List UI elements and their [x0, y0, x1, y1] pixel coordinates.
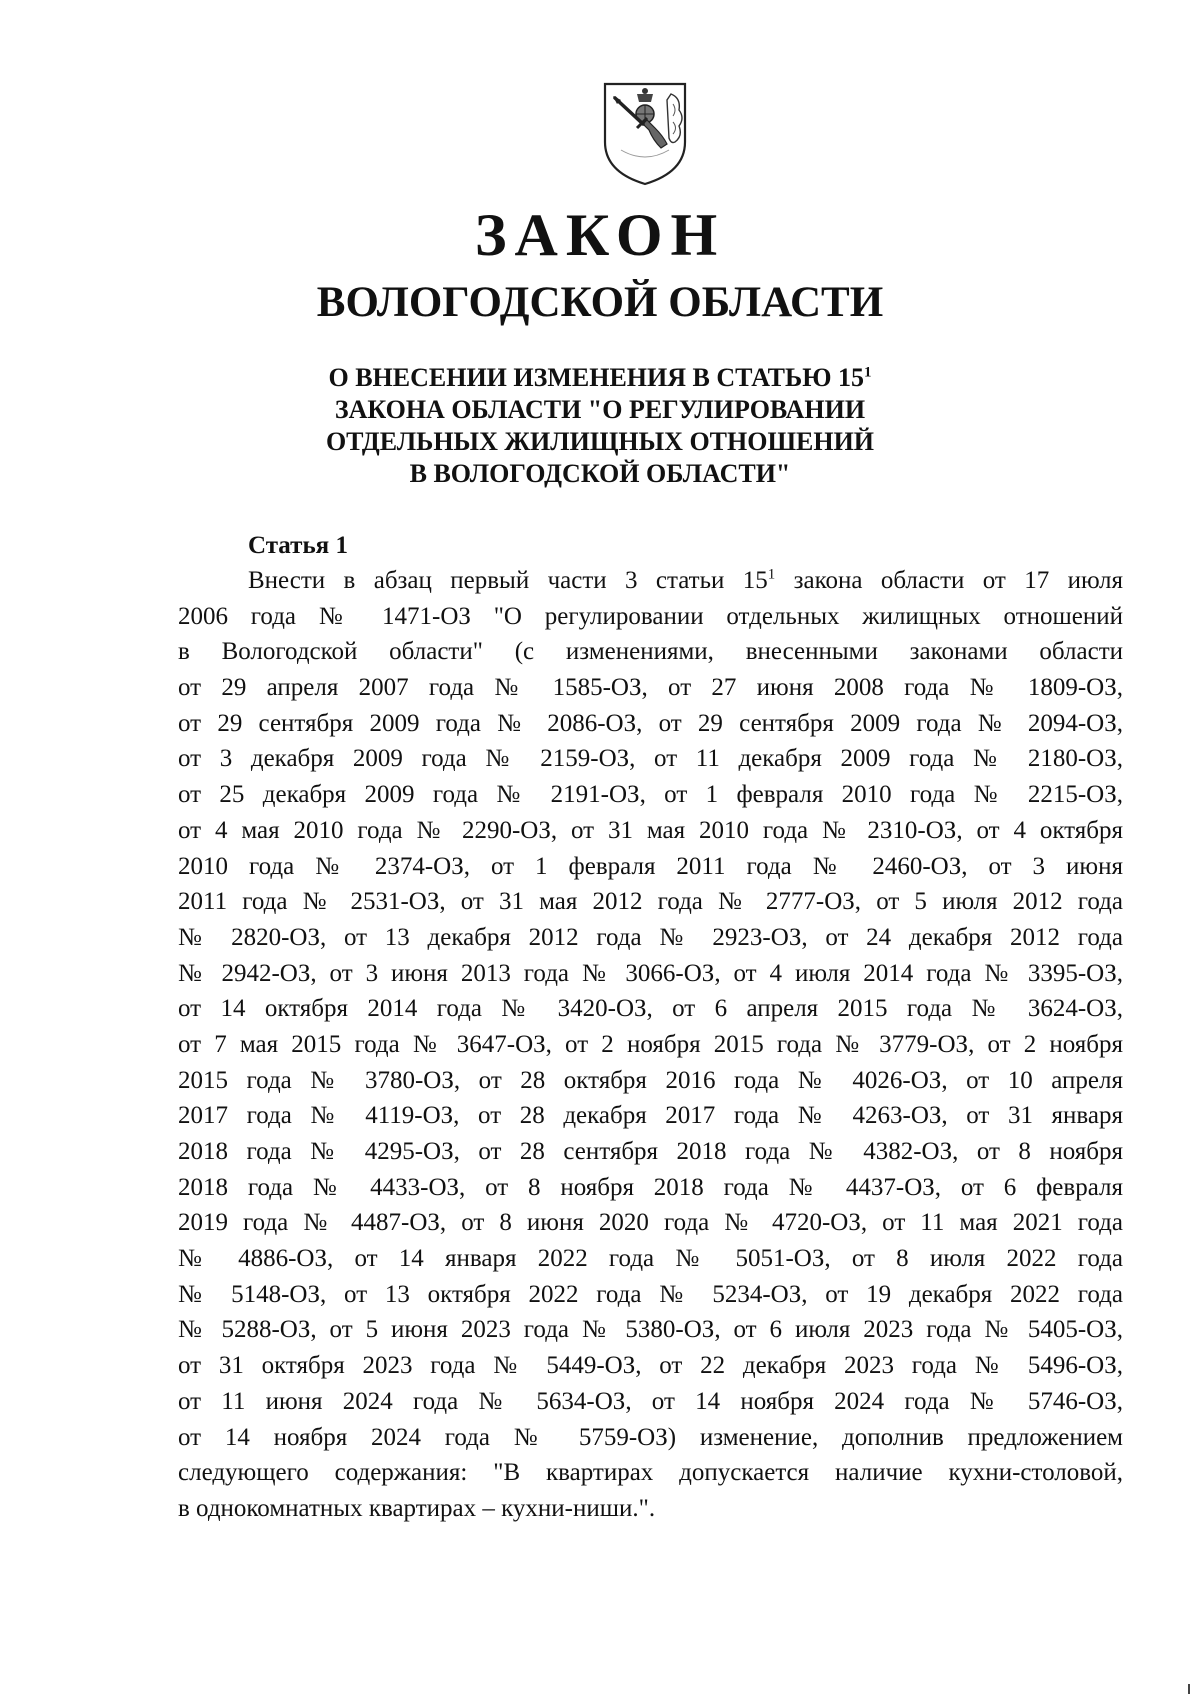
- article-line: 2011 года № 2531-ОЗ, от 31 мая 2012 года № 2777-ОЗ, от 5 июля 2012 года: [178, 888, 1123, 916]
- article-line: от 11 июня 2024 года № 5634-ОЗ, от 14 ноября 2024 года № 5746-ОЗ,: [178, 1387, 1123, 1415]
- article-first-line: Внести в абзац первый части 3 статьи $15^1$ закона области от 17 июля: [248, 566, 1123, 594]
- coat-of-arms-icon: [601, 80, 689, 188]
- article-line: 2010 года № 2374-ОЗ, от 1 февраля 2011 года № 2460-ОЗ, от 3 июня: [178, 852, 1123, 880]
- article-body: [178, 563, 1123, 1527]
- article-line: следующего содержания: "В квартирах допускается наличие кухни-столовой,: [178, 1459, 1123, 1487]
- article-line: от 14 ноября 2024 года № 5759-ОЗ) изменение, дополнив предложением: [178, 1423, 1123, 1451]
- heading-line-1: О ВНЕСЕНИИ ИЗМЕНЕНИЯ В СТАТЬЮ $15^1$: [328, 363, 872, 392]
- article-line: 2018 года № 4295-ОЗ, от 28 сентября 2018 года № 4382-ОЗ, от 8 ноября: [178, 1138, 1123, 1165]
- article-line: от 3 декабря 2009 года № 2159-ОЗ, от 11 декабря 2009 года № 2180-ОЗ,: [178, 745, 1123, 773]
- article-line: № 2820-ОЗ, от 13 декабря 2012 года № 2923-ОЗ, от 24 декабря 2012 года: [178, 923, 1123, 951]
- article-line: от 14 октября 2014 года № 3420-ОЗ, от 6 апреля 2015 года № 3624-ОЗ,: [178, 995, 1123, 1023]
- law-region-subtitle: ВОЛОГОДСКОЙ ОБЛАСТИ: [316, 279, 884, 326]
- article-line: от 29 сентября 2009 года № 2086-ОЗ, от 29 сентября 2009 года № 2094-ОЗ,: [178, 709, 1123, 737]
- article-line: № 2942-ОЗ, от 3 июня 2013 года № 3066-ОЗ, от 4 июля 2014 года № 3395-ОЗ,: [178, 959, 1123, 987]
- article-title: Статья 1: [248, 532, 348, 559]
- heading-line-3: ОТДЕЛЬНЫХ ЖИЛИЩНЫХ ОТНОШЕНИЙ: [325, 427, 875, 456]
- article-line: от 25 декабря 2009 года № 2191-ОЗ, от 1 февраля 2010 года № 2215-ОЗ,: [178, 781, 1123, 809]
- article-line: от 4 мая 2010 года № 2290-ОЗ, от 31 мая 2010 года № 2310-ОЗ, от 4 октября: [178, 816, 1123, 844]
- article-line: № 5148-ОЗ, от 13 октября 2022 года № 5234-ОЗ, от 19 декабря 2022 года: [178, 1280, 1123, 1308]
- article-line: в Вологодской области" (с изменениями, внесенными законами области: [178, 638, 1123, 666]
- article-line: от 29 апреля 2007 года № 1585-ОЗ, от 27 июня 2008 года № 1809-ОЗ,: [178, 674, 1123, 702]
- article-line: 2018 года № 4433-ОЗ, от 8 ноября 2018 года № 4437-ОЗ, от 6 февраля: [178, 1173, 1123, 1201]
- article-line: № 5288-ОЗ, от 5 июня 2023 года № 5380-ОЗ, от 6 июля 2023 года № 5405-ОЗ,: [178, 1316, 1123, 1344]
- article-line: № 4886-ОЗ, от 14 января 2022 года № 5051-ОЗ, от 8 июля 2022 года: [178, 1245, 1123, 1273]
- article-line: 2017 года № 4119-ОЗ, от 28 декабря 2017 года № 4263-ОЗ, от 31 января: [178, 1102, 1123, 1130]
- heading-line-2: ЗАКОНА ОБЛАСТИ "О РЕГУЛИРОВАНИИ: [334, 395, 866, 424]
- article-line: 2019 года № 4487-ОЗ, от 8 июня 2020 года № 4720-ОЗ, от 11 мая 2021 года: [178, 1209, 1123, 1237]
- heading-line-4: В ВОЛОГОДСКОЙ ОБЛАСТИ": [409, 459, 791, 488]
- article-line: от 31 октября 2023 года № 5449-ОЗ, от 22 декабря 2023 года № 5496-ОЗ,: [178, 1352, 1123, 1380]
- article-line: 2006 года № 1471-ОЗ "О регулировании отдельных жилищных отношений: [178, 602, 1123, 630]
- article-line: 2015 года № 3780-ОЗ, от 28 октября 2016 года № 4026-ОЗ, от 10 апреля: [178, 1066, 1123, 1094]
- document-heading: [0, 362, 1200, 490]
- article-line: от 7 мая 2015 года № 3647-ОЗ, от 2 ноября 2015 года № 3779-ОЗ, от 2 ноября: [178, 1030, 1123, 1058]
- law-title: ЗАКОН: [474, 202, 726, 268]
- scan-mark: [1188, 1684, 1190, 1694]
- article-last-line: в однокомнатных квартирах – кухни-ниши.".: [178, 1494, 656, 1522]
